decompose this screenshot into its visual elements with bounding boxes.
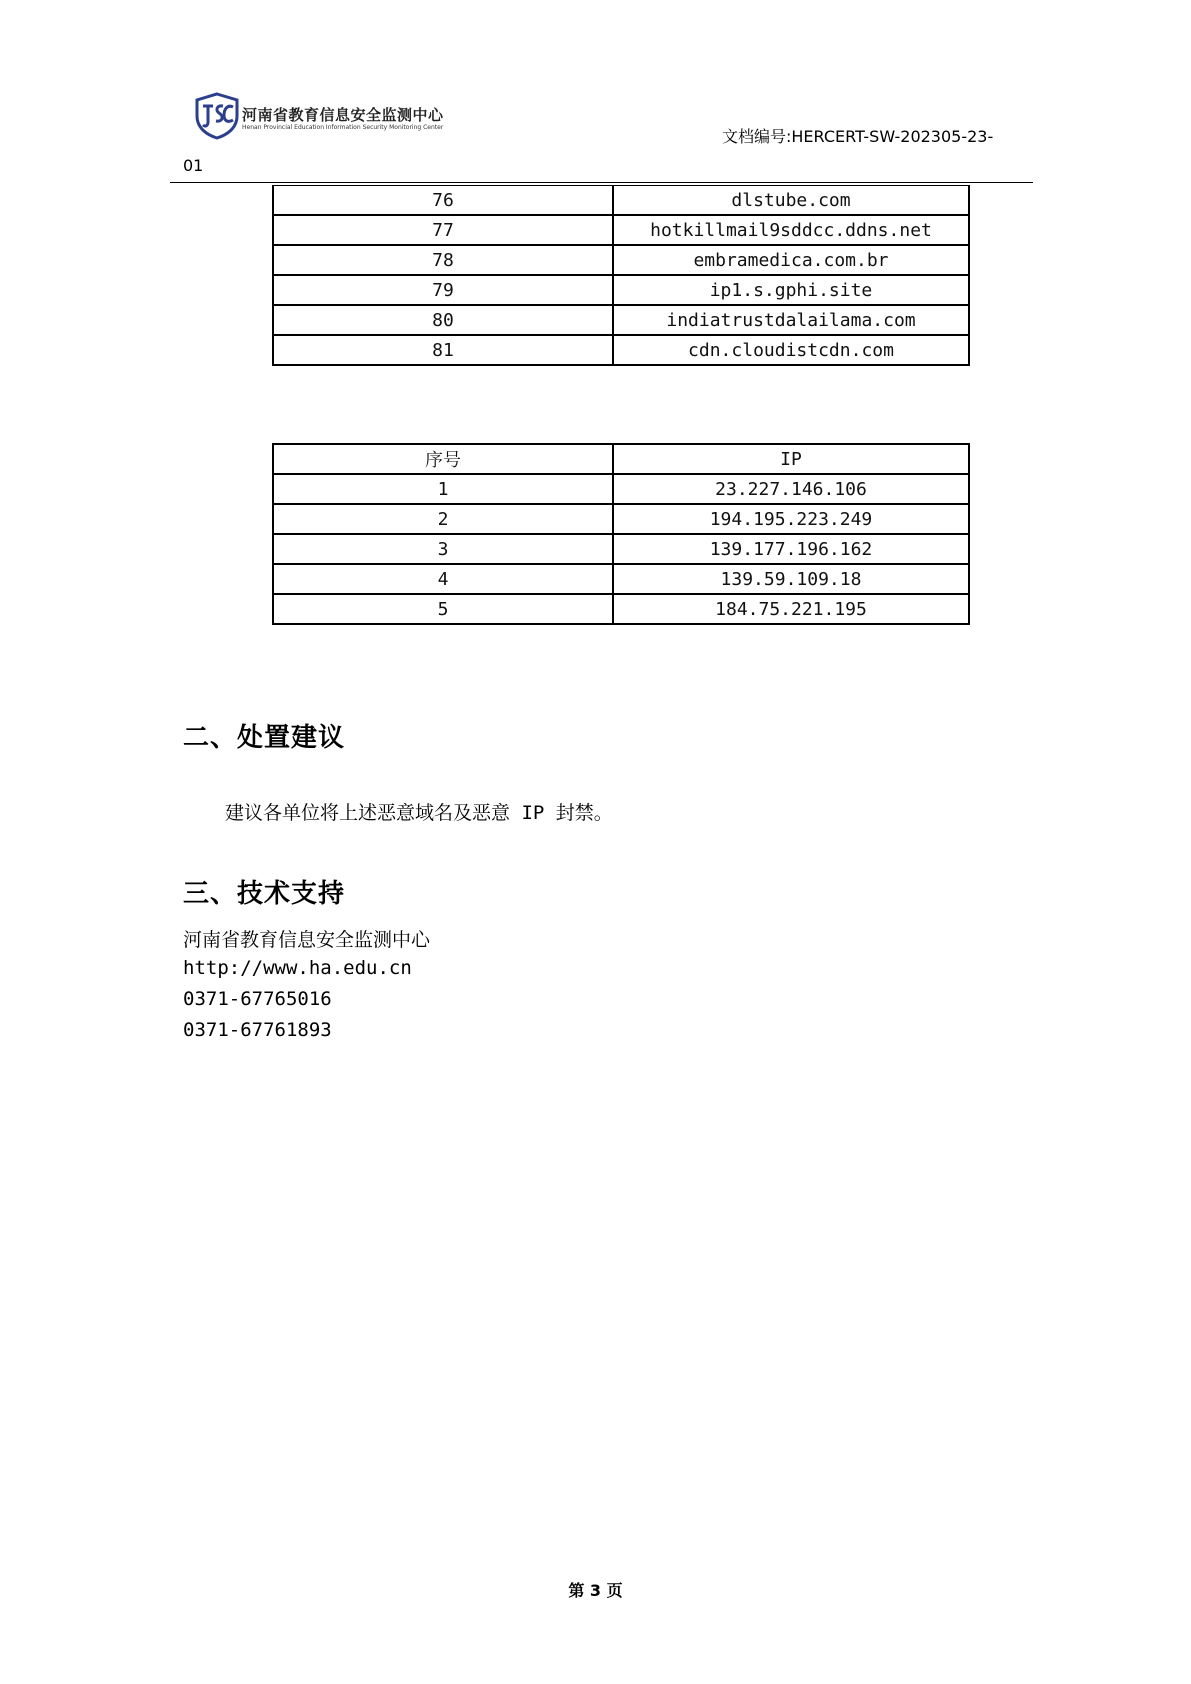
- table-row: [273, 534, 969, 564]
- org-name-cn: 河南省教育信息安全监测中心: [242, 106, 444, 124]
- section-heading-support: 三、技术支持: [183, 879, 346, 909]
- document-number-wrap: 01: [183, 156, 204, 175]
- malicious-ip-table: [272, 443, 970, 625]
- table-row: [273, 335, 969, 365]
- table-row: [273, 474, 969, 504]
- domain-cell: ip1.s.gphi.site: [613, 275, 969, 305]
- center-logo-icon: [193, 92, 241, 140]
- page-number: 第 3 页: [568, 1581, 623, 1600]
- row-index: 80: [273, 305, 613, 335]
- support-website-link[interactable]: http://www.ha.edu.cn: [183, 957, 412, 979]
- table-row: [273, 504, 969, 534]
- column-header-ip: IP: [613, 444, 969, 474]
- advice-text: 建议各单位将上述恶意域名及恶意: [225, 802, 511, 824]
- domain-cell: hotkillmail9sddcc.ddns.net: [613, 215, 969, 245]
- row-index: 3: [273, 534, 613, 564]
- support-phone-1: 0371-67765016: [183, 988, 332, 1010]
- column-header-index: 序号: [273, 444, 613, 474]
- row-index: 77: [273, 215, 613, 245]
- row-index: 2: [273, 504, 613, 534]
- advice-paragraph: [225, 798, 613, 825]
- document-number: 文档编号:HERCERT-SW-202305-23-: [722, 127, 994, 146]
- row-index: 76: [273, 186, 613, 216]
- ip-cell: 139.177.196.162: [613, 534, 969, 564]
- support-phone-2: 0371-67761893: [183, 1019, 332, 1041]
- ip-cell: 139.59.109.18: [613, 564, 969, 594]
- table-row: [273, 275, 969, 305]
- ip-cell: 184.75.221.195: [613, 594, 969, 624]
- domain-cell: cdn.cloudistcdn.com: [613, 335, 969, 365]
- org-name-en: Henan Provincial Education Information Security Monitoring Center: [242, 124, 444, 131]
- support-org-name: 河南省教育信息安全监测中心: [183, 929, 431, 951]
- domain-cell: indiatrustdalailama.com: [613, 305, 969, 335]
- table-row: [273, 215, 969, 245]
- domain-cell: dlstube.com: [613, 186, 969, 216]
- row-index: 4: [273, 564, 613, 594]
- table-header-row: [273, 444, 969, 474]
- ip-cell: 23.227.146.106: [613, 474, 969, 504]
- row-index: 81: [273, 335, 613, 365]
- advice-ip-text: IP: [510, 802, 556, 824]
- advice-text-end: 封禁。: [555, 802, 613, 824]
- row-index: 78: [273, 245, 613, 275]
- table-row: [273, 186, 969, 216]
- table-row: [273, 245, 969, 275]
- header-divider: [170, 182, 1033, 183]
- table-row: [273, 305, 969, 335]
- row-index: 79: [273, 275, 613, 305]
- malicious-domain-table: [272, 185, 970, 366]
- ip-cell: 194.195.223.249: [613, 504, 969, 534]
- row-index: 1: [273, 474, 613, 504]
- table-row: [273, 594, 969, 624]
- section-heading-advice: 二、处置建议: [183, 723, 346, 753]
- table-row: [273, 564, 969, 594]
- row-index: 5: [273, 594, 613, 624]
- domain-cell: embramedica.com.br: [613, 245, 969, 275]
